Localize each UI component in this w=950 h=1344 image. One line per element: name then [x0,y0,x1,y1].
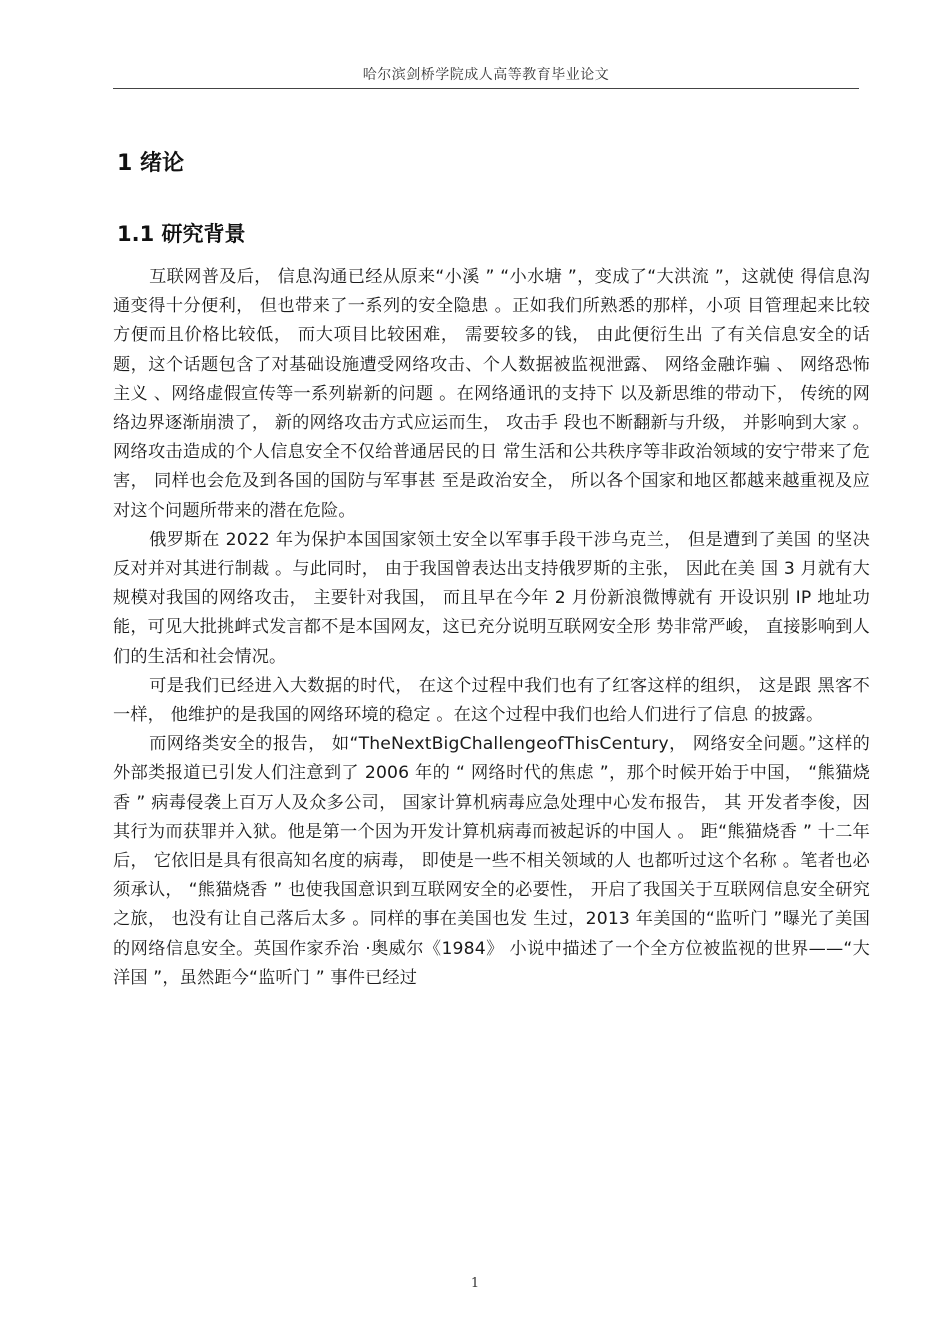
page-number: 1 [470,1276,480,1291]
header-divider [113,88,859,89]
running-header: 哈尔滨剑桥学院成人高等教育毕业论文 [362,67,610,83]
paragraph: 俄罗斯在 2022 年为保护本国国家领土安全以军事手段干涉乌克兰， 但是遭到了美国 的坚决反对并对其进行制裁 。与此同时， 由于我国曾表达出支持俄罗斯的主张， 因此在美 国 3 月就有大规模对我国的网络攻击， 主要针对我国， 而且早在今年 2 月份新浪微博就有 开设识别 IP 地址功能，可见大批挑衅式发言都不是本国网友，这已充分说明互联网安全形 势非常严峻， 直接影响到人们的生活和社会情况。 [113,529,870,667]
paragraph: 而网络类安全的报告， 如“TheNextBigChallengeofThisCentury， 网络安全问题。”这样的外部类报道已引发人们注意到了 2006 年的 “ 网络时代的焦虑 ”，那个时候开始于中国， “熊猫烧香 ” 病毒侵袭上百万人及众多公司， 国家计算机病毒应急处理中心发布报告， 其 开发者李俊，因其行为而获罪并入狱。他是第一个因为开发计算机病毒而被起诉的中国人 。 距“熊猫烧香 ” 十二年后， 它依旧是具有很高知名度的病毒， 即使是一些不相关领域的人 也都听过这个名称 。笔者也必须承认， “熊猫烧香 ” 也使我国意识到互联网安全的必要性， 开启了我国关于互联网信息安全研究之旅， 也没有让自己落后太多 。同样的事在美国也发 生过，2013 年美国的“监听门 ”曝光了美国的网络信息安全。英国作家乔治 ·奥威尔《1984》 小说中描述了一个全方位被监视的世界——“大洋国 ”，虽然距今“监听门 ” 事件已经过 [113,734,870,988]
body-text [113,263,870,993]
section-title: 1.1 研究背景 [117,222,246,246]
chapter-title: 1 绪论 [117,151,184,176]
paragraph: 互联网普及后， 信息沟通已经从原来“小溪 ” “小水塘 ”，变成了“大洪流 ”，这就使 得信息沟通变得十分便利， 但也带来了一系列的安全隐患 。正如我们所熟悉的那样，小项 目管理起来比较方便而且价格比较低， 而大项目比较困难， 需要较多的钱， 由此便衍生出 了有关信息安全的话题，这个话题包含了对基础设施遭受网络攻击、个人数据被监视泄露、 网络金融诈骗 、 网络恐怖主义 、网络虚假宣传等一系列崭新的问题 。在网络通讯的支持下 以及新思维的带动下， 传统的网络边界逐渐崩溃了， 新的网络攻击方式应运而生， 攻击手 段也不断翻新与升级， 并影响到大家 。 网络攻击造成的个人信息安全不仅给普通居民的日 常生活和公共秩序等非政治领域的安宁带来了危害， 同样也会危及到各国的国防与军事甚 至是政治安全， 所以各个国家和地区都越来越重视及应对这个问题所带来的潜在危险。 [113,267,870,521]
paragraph: 可是我们已经进入大数据的时代， 在这个过程中我们也有了红客这样的组织， 这是跟 黑客不一样， 他维护的是我国的网络环境的稳定 。在这个过程中我们也给人们进行了信息 的披露。 [113,675,870,726]
